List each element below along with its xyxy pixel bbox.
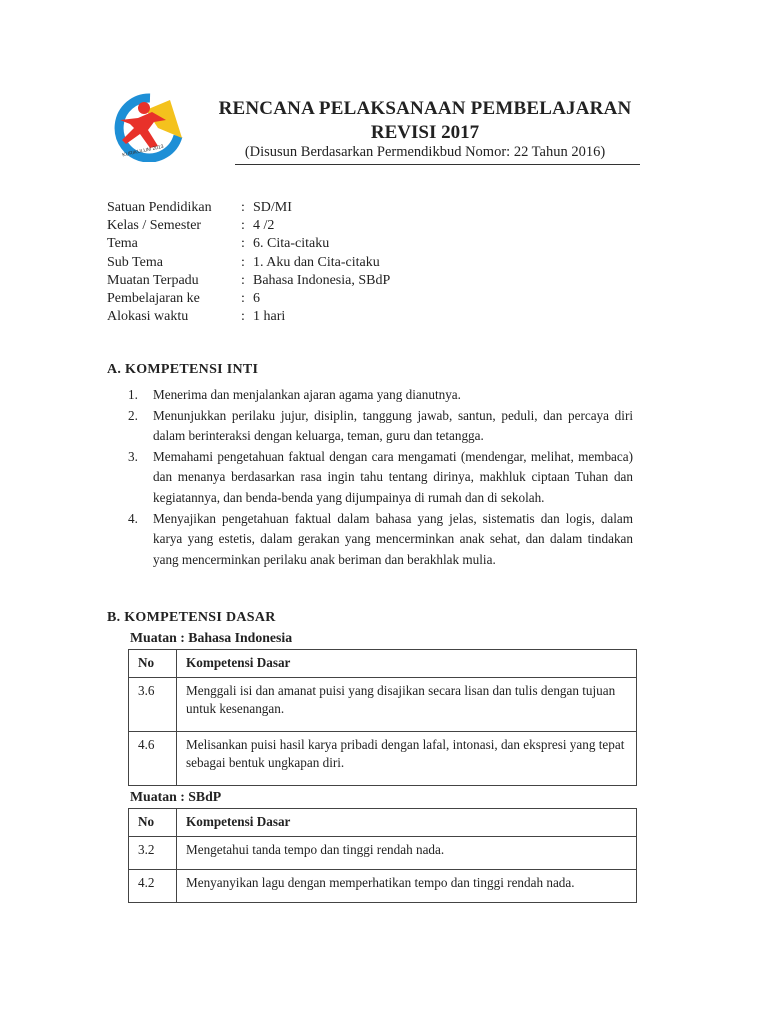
info-row — [107, 309, 390, 327]
table-row — [129, 732, 637, 786]
list-item — [128, 385, 633, 406]
kd-table-sbdp — [128, 808, 637, 903]
cell-kd: Mengetahui tanda tempo dan tinggi rendah nada. — [177, 837, 637, 870]
kompetensi-inti-list — [128, 385, 633, 570]
cell-no: 3.2 — [129, 837, 177, 870]
info-row — [107, 236, 390, 254]
info-separator: : — [241, 218, 245, 234]
info-row — [107, 291, 390, 309]
info-label: Sub Tema — [107, 254, 163, 270]
kd-table-bahasa-indonesia — [128, 649, 637, 786]
info-separator: : — [241, 309, 245, 325]
identity-block — [107, 200, 390, 327]
list-text: Menunjukkan perilaku jujur, disiplin, tanggung jawab, santun, peduli, dan percaya diri dalam berinteraksi dengan keluarga, teman, guru dan tetangga. — [153, 407, 633, 444]
info-label: Tema — [107, 236, 138, 252]
document-subtitle: (Disusun Berdasarkan Permendikbud Nomor: 22 Tahun 2016) — [244, 144, 606, 160]
table-row — [129, 837, 637, 870]
info-value: 6. Cita-citaku — [253, 236, 330, 252]
list-item — [128, 406, 633, 447]
info-separator: : — [241, 236, 245, 252]
list-text: Menyajikan pengetahuan faktual dalam bahasa yang jelas, sistematis dan logis, dalam karya yang estetis, dalam gerakan yang mencerminkan anak sehat, dan dalam tindakan yang mencerminkan perilaku anak beriman dan berakhlak mulia. — [153, 510, 633, 567]
list-number: 3. — [128, 448, 138, 464]
info-separator: : — [241, 200, 245, 215]
info-label: Alokasi waktu — [107, 309, 189, 325]
info-row — [107, 200, 390, 218]
cell-kd: Menggali isi dan amanat puisi yang disajikan secara lisan dan tulis dengan tujuan untuk kesenangan. — [177, 678, 637, 732]
list-number: 4. — [128, 510, 138, 526]
cell-no: 4.2 — [129, 870, 177, 903]
info-separator: : — [241, 290, 245, 306]
list-text: Memahami pengetahuan faktual dengan cara mengamati (mendengar, melihat, membaca) dan menanya berdasarkan rasa ingin tahu tentang dirinya, makhluk ciptaan Tuhan dan kegiatannya, dan benda-benda yang dijumpainya di rumah dan di sekolah. — [153, 448, 633, 505]
document-revision: REVISI 2017 — [370, 122, 480, 143]
info-separator: : — [241, 272, 245, 288]
cell-no: 4.6 — [129, 732, 177, 786]
info-row — [107, 255, 390, 273]
info-separator: : — [241, 254, 245, 270]
info-label: Kelas / Semester — [107, 218, 202, 234]
table-row — [129, 678, 637, 732]
list-item — [128, 509, 633, 571]
info-value: 1. Aku dan Cita-citaku — [253, 254, 380, 270]
muatan-label-sbdp: Muatan : SBdP — [130, 789, 222, 804]
section-heading-kompetensi-inti: A. KOMPETENSI INTI — [107, 362, 259, 377]
table-row — [129, 870, 637, 903]
list-number: 1. — [128, 387, 138, 402]
column-header-kd: Kompetensi Dasar — [177, 650, 637, 678]
info-value: 1 hari — [253, 309, 286, 325]
cell-no: 3.6 — [129, 678, 177, 732]
header-rule — [235, 164, 640, 165]
table-header-row — [129, 809, 637, 837]
info-value: SD/MI — [253, 200, 292, 215]
muatan-label-bahasa-indonesia: Muatan : Bahasa Indonesia — [130, 630, 293, 645]
info-row — [107, 218, 390, 236]
info-value: 6 — [253, 290, 260, 306]
document-title: RENCANA PELAKSANAAN PEMBELAJARAN — [218, 98, 632, 119]
info-label: Muatan Terpadu — [107, 272, 199, 288]
column-header-no: No — [129, 650, 177, 678]
column-header-no: No — [129, 809, 177, 837]
list-item — [128, 447, 633, 509]
column-header-kd: Kompetensi Dasar — [177, 809, 637, 837]
list-text: Menerima dan menjalankan ajaran agama yang dianutnya. — [153, 387, 461, 402]
info-value: 4 /2 — [253, 218, 275, 234]
cell-kd: Menyanyikan lagu dengan memperhatikan tempo dan tinggi rendah nada. — [177, 870, 637, 903]
info-value: Bahasa Indonesia, SBdP — [253, 272, 391, 288]
cell-kd: Melisankan puisi hasil karya pribadi dengan lafal, intonasi, dan ekspresi yang tepat sebagai bentuk ungkapan diri. — [177, 732, 637, 786]
kurikulum-2013-logo — [104, 92, 188, 162]
list-number: 2. — [128, 407, 138, 423]
logo-text: KURIKULUM 2013 — [121, 143, 165, 159]
info-label: Satuan Pendidikan — [107, 200, 212, 215]
table-header-row — [129, 650, 637, 678]
info-row — [107, 273, 390, 291]
section-heading-kompetensi-dasar: B. KOMPETENSI DASAR — [107, 610, 276, 625]
info-label: Pembelajaran ke — [107, 290, 200, 306]
